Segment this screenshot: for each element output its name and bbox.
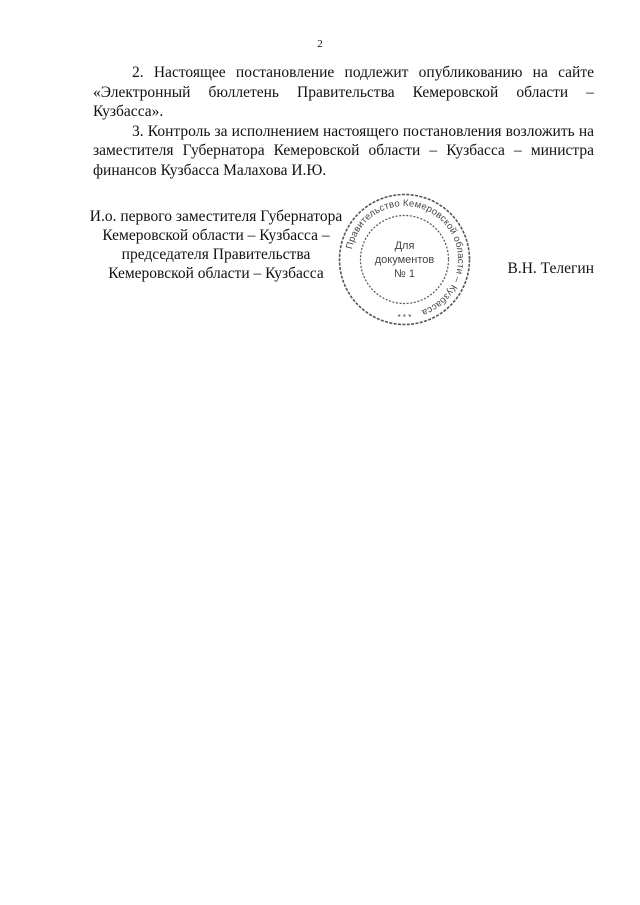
- signatory-position-line: И.о. первого заместителя Губернатора: [89, 208, 343, 225]
- signatory-position-line: председателя Правительства: [121, 246, 311, 263]
- stamp-stars: * * *: [397, 313, 412, 322]
- signatory-position-line: Кемеровской области – Кузбасса –: [102, 227, 330, 244]
- paragraph-control: 3. Контроль за исполнением настоящего постановления возложить на заместителя Губернатора Кемеровской области – Кузбасса – министра финансов Кузбасса Малахова И.Ю.: [93, 122, 594, 179]
- stamp-ring-text-path: Правительство Кемеровской области – Кузбасса: [344, 197, 467, 318]
- stamp-center-line: № 1: [394, 268, 415, 280]
- signatory-position-line: Кемеровской области – Кузбасса: [108, 265, 324, 282]
- official-stamp: [336, 191, 473, 328]
- page-number: 2: [317, 38, 323, 50]
- signatory-position: [82, 207, 350, 283]
- paragraph-publication: 2. Настоящее постановление подлежит опубликованию на сайте «Электронный бюллетень Правительства Кемеровской области – Кузбасса».: [93, 64, 594, 120]
- signatory-name: В.Н. Телегин: [507, 260, 594, 277]
- body-text: [93, 63, 594, 180]
- stamp-center-line: Для: [394, 240, 415, 252]
- stamp-center-line: документов: [374, 254, 435, 266]
